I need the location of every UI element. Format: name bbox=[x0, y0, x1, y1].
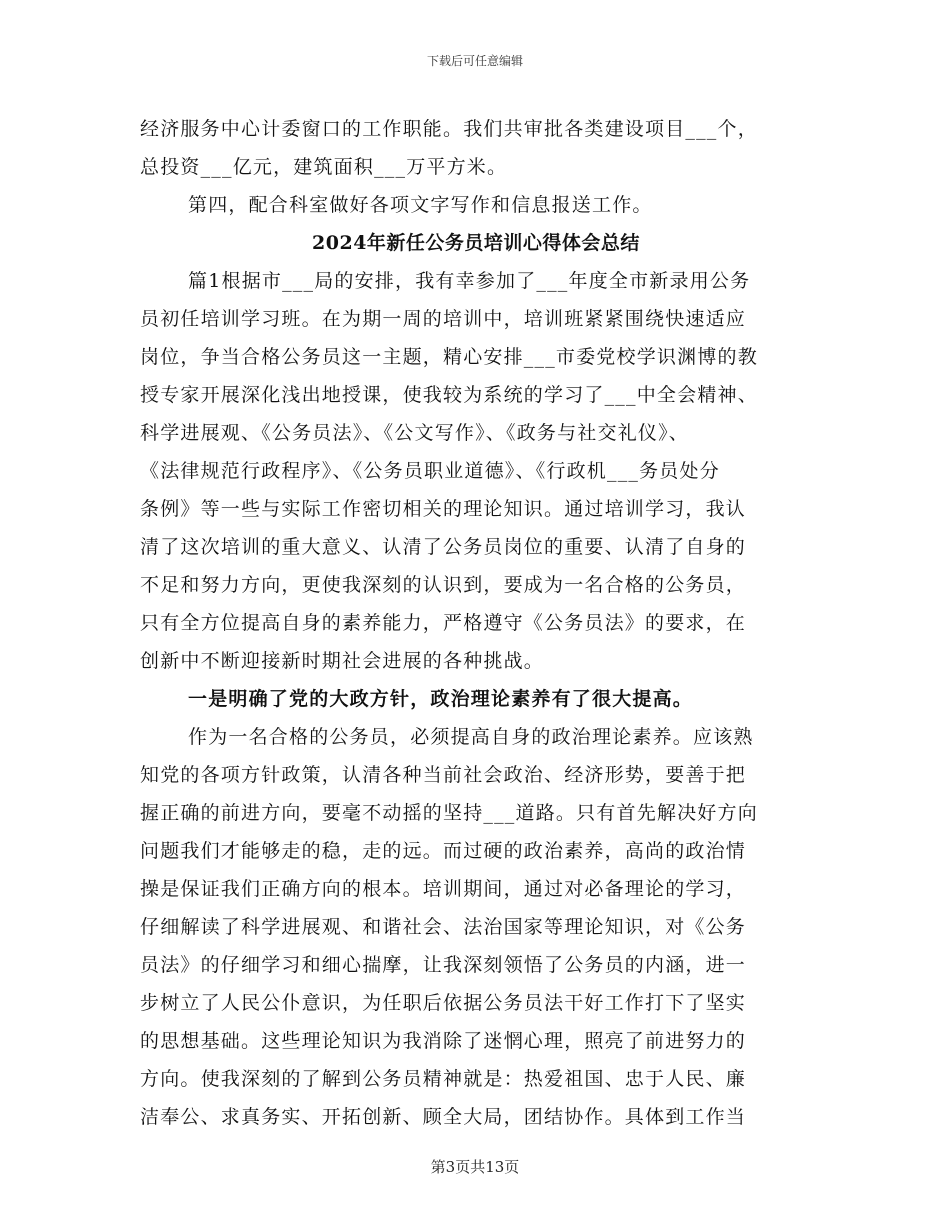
body-line: 条例》等一些与实际工作密切相关的理论知识。通过培训学习，我认 bbox=[140, 498, 747, 520]
body-line: 员初任培训学习班。在为期一周的培训中，培训班紧紧围绕快速适应 bbox=[140, 308, 747, 330]
body-line: 科学进展观、《公务员法》、《公文写作》、《政务与社交礼仪》、 bbox=[140, 422, 690, 444]
body-line: 仔细解读了科学进展观、和谐社会、法治国家等理论知识，对《公务 bbox=[140, 916, 747, 938]
body-line: 步树立了人民公仆意识，为任职后依据公务员法干好工作打下了坚实 bbox=[140, 992, 747, 1014]
section-title: 2024年新任公务员培训心得体会总结 bbox=[312, 232, 640, 254]
paragraph-start-line: 作为一名合格的公务员，必须提高自身的政治理论素养。应该熟 bbox=[188, 726, 754, 748]
body-line: 经济服务中心计委窗口的工作职能。我们共审批各类建设项目___个， bbox=[140, 118, 758, 140]
body-line: 问题我们才能够走的稳，走的远。而过硬的政治素养，高尚的政治情 bbox=[140, 840, 747, 862]
body-line: 操是保证我们正确方向的根本。培训期间，通过对必备理论的学习， bbox=[140, 878, 747, 900]
body-line: 创新中不断迎接新时期社会进展的各种挑战。 bbox=[140, 650, 545, 672]
body-line: 不足和努力方向，更使我深刻的认识到，要成为一名合格的公务员， bbox=[140, 574, 747, 596]
document-body bbox=[140, 110, 812, 1136]
body-line: 只有全方位提高自身的素养能力，严格遵守《公务员法》的要求，在 bbox=[140, 612, 747, 634]
body-line: 洁奉公、求真务实、开拓创新、顾全大局，团结协作。具体到工作当 bbox=[140, 1106, 747, 1128]
body-line: 授专家开展深化浅出地授课，使我较为系统的学习了___中全会精神、 bbox=[140, 384, 758, 406]
paragraph-start-line: 第四，配合科室做好各项文字写作和信息报送工作。 bbox=[188, 194, 653, 216]
header-note: 下载后可任意编辑 bbox=[426, 54, 523, 68]
body-line: 岗位，争当合格公务员这一主题，精心安排___市委党校学识渊博的教 bbox=[140, 346, 758, 368]
paragraph-start-line: 篇1根据市___局的安排，我有幸参加了___年度全市新录用公务 bbox=[188, 270, 751, 292]
body-line: 方向。使我深刻的了解到公务员精神就是：热爱祖国、忠于人民、廉 bbox=[140, 1068, 747, 1090]
body-line: 知党的各项方针政策，认清各种当前社会政治、经济形势，要善于把 bbox=[140, 764, 747, 786]
page-number: 第3页共13页 bbox=[430, 1158, 520, 1176]
body-line: 清了这次培训的重大意义、认清了公务员岗位的重要、认清了自身的 bbox=[140, 536, 747, 558]
body-line: 总投资___亿元，建筑面积___万平方米。 bbox=[140, 156, 508, 178]
section-heading: 一是明确了党的大政方针，政治理论素养有了很大提高。 bbox=[188, 688, 694, 710]
body-line: 员法》的仔细学习和细心揣摩，让我深刻领悟了公务员的内涵，进一 bbox=[140, 954, 747, 976]
body-line: 的思想基础。这些理论知识为我消除了迷惘心理，照亮了前进努力的 bbox=[140, 1030, 747, 1052]
body-line: 握正确的前进方向，要毫不动摇的坚持___道路。只有首先解决好方向 bbox=[140, 802, 758, 824]
body-line: 《法律规范行政程序》、《公务员职业道德》、《行政机___务员处分 bbox=[140, 460, 720, 482]
